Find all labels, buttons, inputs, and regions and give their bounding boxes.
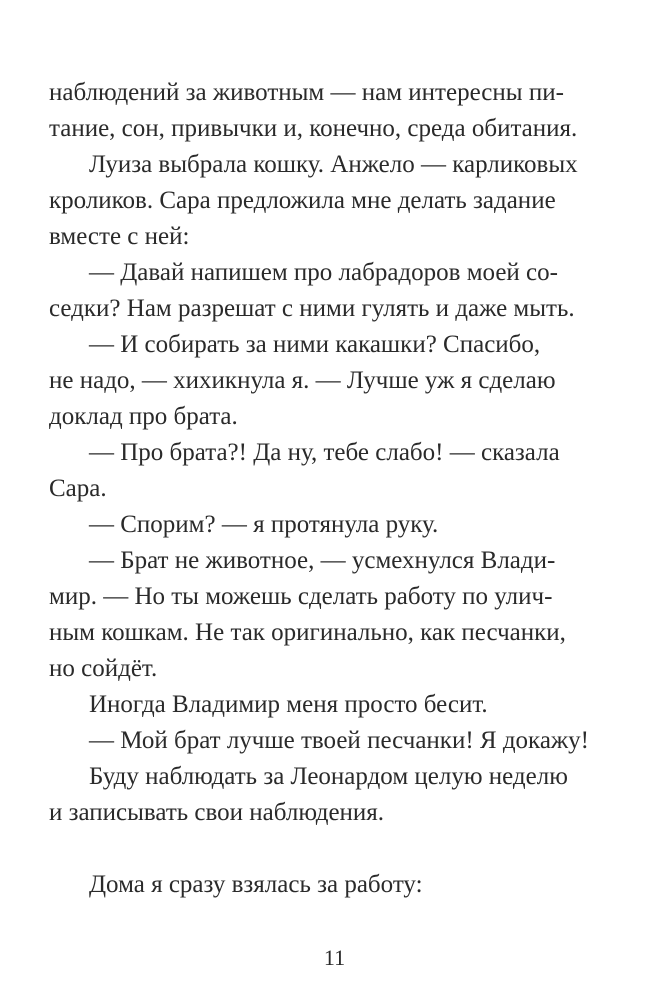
text-line: Буду наблюдать за Леонардом целую неделю — [89, 763, 568, 790]
text-line: ным кошкам. Не так оригинально, как песчанки, — [49, 619, 566, 646]
text-line: Иногда Владимир меня просто бесит. — [89, 691, 488, 718]
text-line: Луиза выбрала кошку. Анжело — карликовых — [89, 151, 578, 178]
text-line: но сойдёт. — [49, 655, 158, 682]
text-line: — Про брата?! Да ну, тебе слабо! — сказала — [89, 439, 560, 466]
text-line: — И собирать за ними какашки? Спасибо, — [89, 331, 541, 358]
text-line: не надо, — хихикнула я. — Лучше уж я сделаю — [49, 367, 556, 394]
text-line: — Спорим? — я протянула руку. — [89, 511, 439, 538]
text-line: кроликов. Сара предложила мне делать задание — [49, 187, 556, 214]
text-line: наблюдений за животным — нам интересны пи- — [49, 79, 564, 106]
text-line: Дома я сразу взялась за работу: — [89, 871, 423, 898]
text-line: седки? Нам разрешат с ними гулять и даже мыть. — [49, 295, 575, 322]
text-line: доклад про брата. — [49, 403, 238, 430]
page-number: 11 — [323, 945, 346, 970]
text-line: — Мой брат лучше твоей песчанки! Я докажу! — [89, 727, 590, 754]
text-line: мир. — Но ты можешь сделать работу по улич- — [49, 583, 553, 610]
text-line: и записывать свои наблюдения. — [49, 799, 385, 826]
text-line: тание, сон, привычки и, конечно, среда обитания. — [49, 115, 578, 142]
text-line: вместе с ней: — [49, 223, 190, 250]
text-line: — Давай напишем про лабрадоров моей со- — [89, 259, 558, 286]
text-line: Сара. — [49, 475, 107, 502]
text-line: — Брат не животное, — усмехнулся Влади- — [89, 547, 556, 574]
